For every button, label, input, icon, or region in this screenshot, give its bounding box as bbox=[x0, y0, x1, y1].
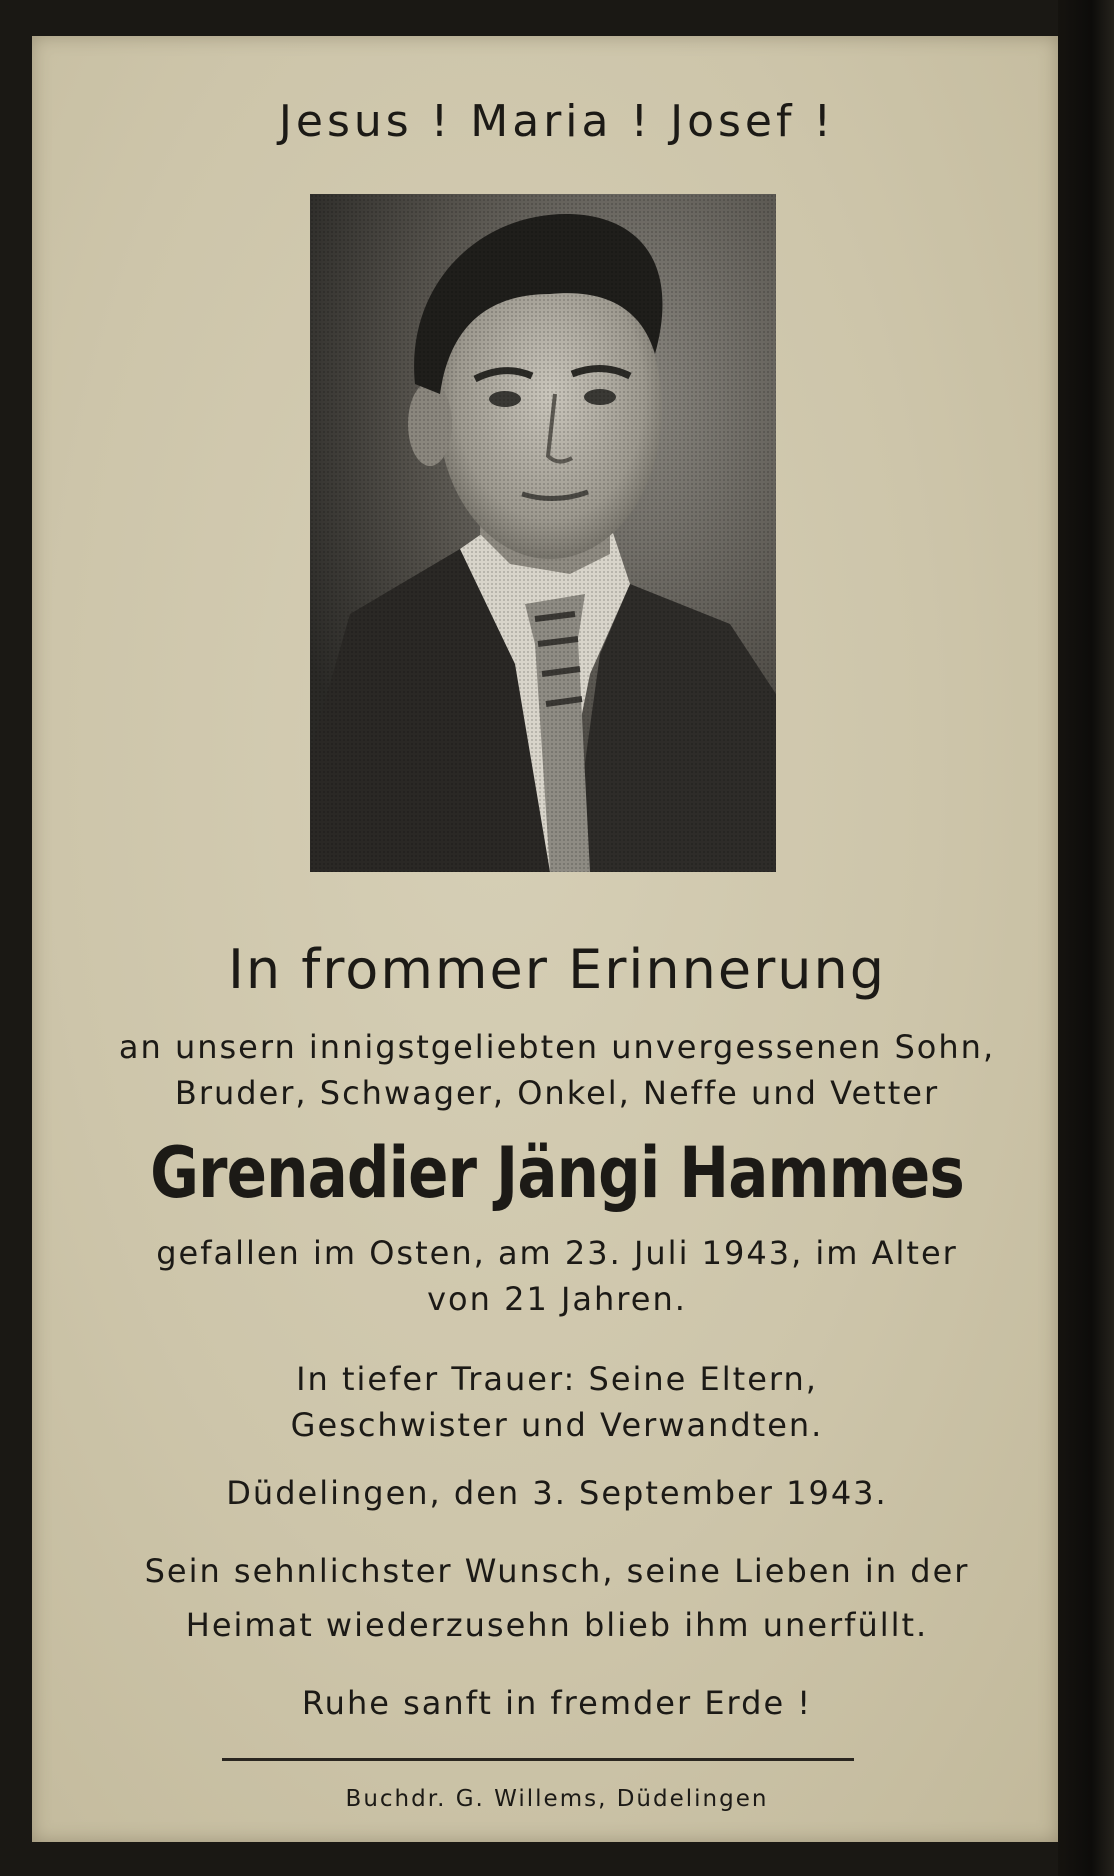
wish-line-1: Sein sehnlichster Wunsch, seine Lieben in der bbox=[144, 1552, 970, 1590]
portrait-photo bbox=[310, 194, 776, 872]
printer-credit: Buchdr. G. Willems, Düdelingen bbox=[345, 1786, 769, 1812]
death-line-2: von 21 Jahren. bbox=[427, 1280, 687, 1318]
place-date: Düdelingen, den 3. September 1943. bbox=[226, 1474, 888, 1512]
deceased-name: Grenadier Jängi Hammes bbox=[150, 1132, 964, 1214]
closing-line: Ruhe sanft in fremder Erde ! bbox=[301, 1684, 813, 1722]
portrait-image bbox=[310, 194, 776, 872]
intro-line-2: Bruder, Schwager, Onkel, Neffe und Vetter bbox=[174, 1074, 940, 1112]
mourners-line-1: In tiefer Trauer: Seine Eltern, bbox=[296, 1360, 818, 1398]
divider-line bbox=[222, 1758, 854, 1761]
wish-line-2: Heimat wiederzusehn blieb ihm unerfüllt. bbox=[185, 1606, 929, 1644]
memorial-title: In frommer Erinnerung bbox=[227, 938, 887, 1001]
intro-line-1: an unsern innigstgeliebten unvergessenen Sohn, bbox=[118, 1028, 996, 1066]
mourners-line-2: Geschwister und Verwandten. bbox=[290, 1406, 824, 1444]
death-line-1: gefallen im Osten, am 23. Juli 1943, im Alter bbox=[156, 1234, 958, 1272]
header-invocation: Jesus ! Maria ! Josef ! bbox=[278, 96, 836, 147]
